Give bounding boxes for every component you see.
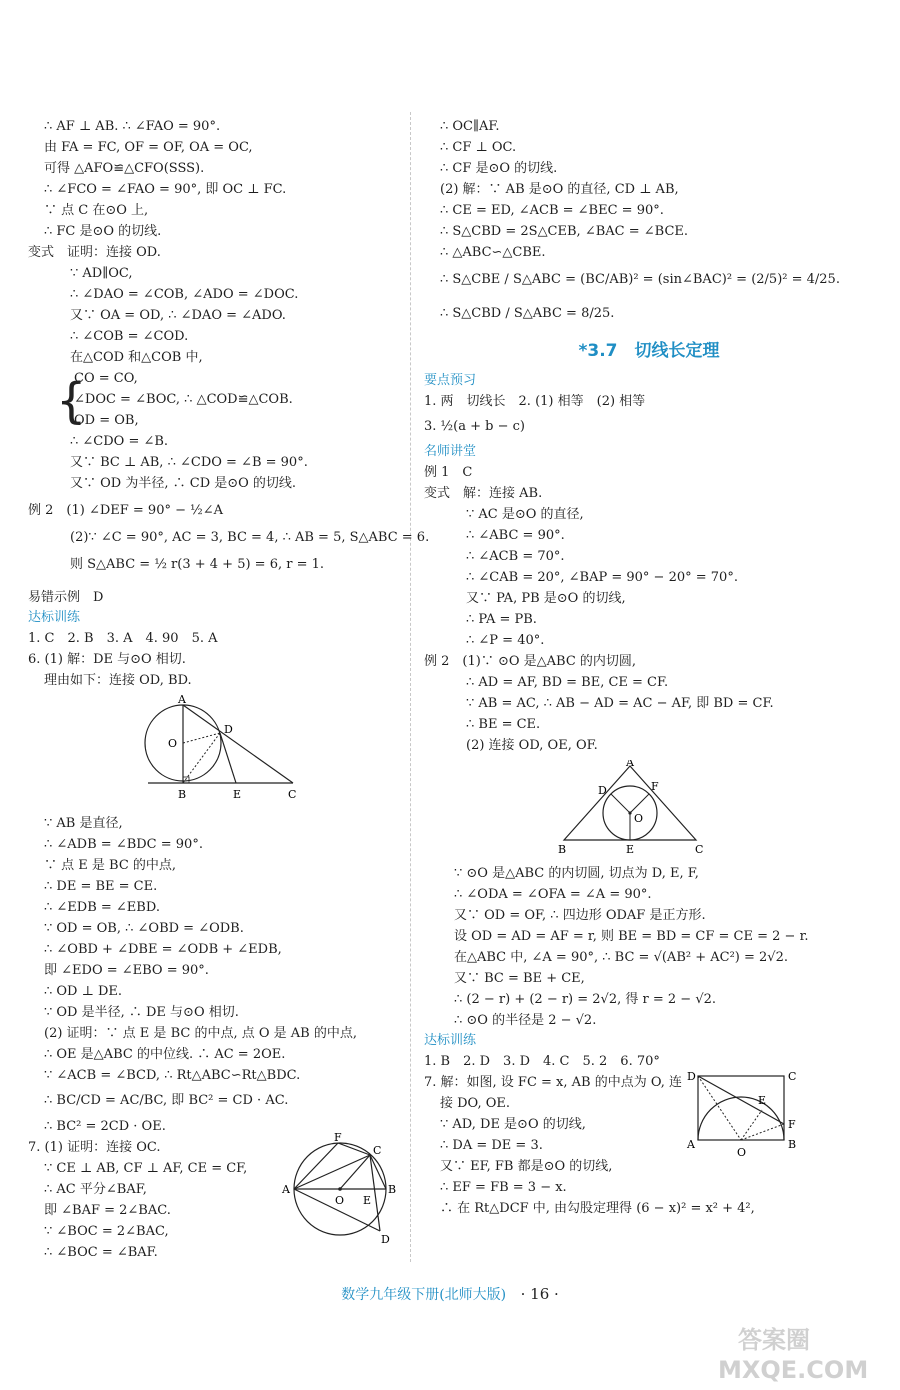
text-line: ∴ CE = ED, ∠ACB = ∠BEC = 90°. xyxy=(440,203,664,218)
text-line: ∴ AF ⊥ AB. ∴ ∠FAO = 90°. xyxy=(44,119,221,134)
text-line: ∴ ∠CAB = 20°, ∠BAP = 90° − 20° = 70°. xyxy=(466,570,738,585)
text-line: ∴ ∠ADB = ∠BDC = 90°. xyxy=(44,837,203,852)
label-a: A xyxy=(626,760,634,769)
text-line: 即 ∠BAF = 2∠BAC. xyxy=(44,1203,171,1218)
text-line: ∴ DA = DE = 3. xyxy=(440,1138,543,1153)
text-line: (2) 解：∵ AB 是⊙O 的直径, CD ⊥ AB, xyxy=(440,182,679,197)
figure-q7-svg xyxy=(280,1127,405,1252)
figure-q6 xyxy=(28,695,400,809)
text-line: ∴ EF = FB = 3 − x. xyxy=(440,1180,567,1195)
label-a: A xyxy=(282,1183,290,1196)
text-line: ∴ 在 Rt△DCF 中, 由勾股定理得 (6 − x)² = x² + 4², xyxy=(440,1201,755,1216)
text-line: ∴ CF 是⊙O 的切线. xyxy=(440,161,558,176)
label-b: B xyxy=(558,843,567,855)
right-column xyxy=(424,116,874,1219)
text-line: 可得 △AFO≌△CFO(SSS). xyxy=(44,161,205,176)
page-number: · 16 · xyxy=(520,1285,559,1303)
ratio-line-1: ∴ S△CBE / S△ABC = (BC/AB)² = (sin∠BAC)² = (2/5)² = 4/25. xyxy=(440,272,840,287)
text-line: ∴ ∠FCO = ∠FAO = 90°, 即 OC ⊥ FC. xyxy=(44,182,287,197)
text-line: ∠DOC = ∠BOC, ∴ △COD≌△COB. xyxy=(74,392,293,407)
preview-answer-2: 3. ½(a + b − c) xyxy=(424,419,525,434)
text-line: ∴ BE = CE. xyxy=(466,717,541,732)
text-line: CO = CO, xyxy=(74,371,138,386)
figure-q6-svg xyxy=(138,695,328,805)
ratio-line-2: ∴ S△CBD / S△ABC = 8/25. xyxy=(440,306,615,321)
text-line: 接 DO, OE. xyxy=(440,1096,510,1111)
text-line: ∴ ∠ODA = ∠OFA = ∠A = 90°. xyxy=(454,887,652,902)
label-f: F xyxy=(334,1131,342,1144)
text-line: 在△COD 和△COB 中, xyxy=(70,350,203,365)
text-line: ∴ ∠ACB = 70°. xyxy=(466,549,565,564)
error-example: 易错示例 D xyxy=(28,590,104,605)
text-line: ∴ PA = PB. xyxy=(466,612,537,627)
text-line: ∵ ∠BOC = 2∠BAC, xyxy=(44,1224,169,1239)
text-line: 7. (1) 证明：连接 OC. xyxy=(28,1140,161,1155)
congruence-brace xyxy=(28,368,400,431)
text-line: 又∵ OA = OD, ∴ ∠DAO = ∠ADO. xyxy=(70,308,286,323)
text-line: ∴ OC∥AF. xyxy=(440,119,500,134)
text-line: ∵ 点 C 在⊙O 上, xyxy=(44,203,149,218)
watermark-bottom: MXQE.COM xyxy=(718,1356,869,1384)
text-line: ∵ 点 E 是 BC 的中点, xyxy=(44,858,177,873)
label-e: E xyxy=(758,1094,767,1107)
text-line: (2) 证明：∵ 点 E 是 BC 的中点, 点 O 是 AB 的中点, xyxy=(44,1026,357,1041)
watermark-top: 答案圈 xyxy=(738,1326,810,1354)
text-line: ∴ ∠CDO = ∠B. xyxy=(70,434,169,449)
text-line: ∵ AB = AC, ∴ AB − AD = AC − AF, 即 BD = CF. xyxy=(466,696,774,711)
book-title: 数学九年级下册(北师大版) xyxy=(341,1287,507,1303)
text-line: ∴ S△CBD = 2S△CEB, ∠BAC = ∠BCE. xyxy=(440,224,689,239)
text-line: 又∵ BC = BE + CE, xyxy=(454,971,585,986)
text-line: ∴ ∠OBD + ∠DBE = ∠ODB + ∠EDB, xyxy=(44,942,282,957)
section-title-practice: 达标训练 xyxy=(28,610,81,625)
brace-symbol: { xyxy=(56,373,87,429)
text-line: 在△ABC 中, ∠A = 90°, ∴ BC = √(AB² + AC²) = 2√2. xyxy=(454,950,788,965)
column-divider xyxy=(410,112,411,1262)
figure-rectangle-svg xyxy=(686,1068,806,1160)
question-7-block xyxy=(424,1072,874,1219)
label-d: D xyxy=(381,1233,390,1246)
variant-heading: 变式 解：连接 AB. xyxy=(424,486,543,501)
left-block-a xyxy=(28,116,400,242)
label-f: F xyxy=(651,780,659,793)
example-2-heading: 例 2 (1)∵ ⊙O 是△ABC 的内切圆, xyxy=(424,654,637,669)
label-d: D xyxy=(687,1070,696,1083)
answers-line: 1. C 2. B 3. A 4. 90 5. A xyxy=(28,631,218,646)
label-d: D xyxy=(598,784,607,797)
text-line: 又∵ OD = OF, ∴ 四边形 ODAF 是正方形. xyxy=(454,908,706,923)
variant-heading: 变式 证明：连接 OD. xyxy=(28,245,161,260)
text-line: ∴ ∠BOC = ∠BAF. xyxy=(44,1245,158,1260)
text-line: ∴ ⊙O 的半径是 2 − √2. xyxy=(454,1013,597,1028)
figure-incircle-svg xyxy=(554,760,714,855)
label-a: A xyxy=(687,1138,695,1151)
text-line: ∵ AD, DE 是⊙O 的切线, xyxy=(440,1117,586,1132)
page-footer xyxy=(0,1284,900,1304)
example-2-part-1: 例 2 (1) ∠DEF = 90° − ½∠A xyxy=(28,503,224,518)
label-o: O xyxy=(737,1146,747,1159)
label-o: O xyxy=(168,737,178,750)
text-line: ∴ ∠EDB = ∠EBD. xyxy=(44,900,160,915)
text-line: ∵ AC 是⊙O 的直径, xyxy=(466,507,584,522)
text-line: ∴ AC 平分∠BAF, xyxy=(44,1182,147,1197)
right-block-d xyxy=(424,863,874,1031)
text-line: ∴ (2 − r) + (2 − r) = 2√2, 得 r = 2 − √2. xyxy=(454,992,716,1007)
label-b: B xyxy=(388,1183,397,1196)
label-o: O xyxy=(634,812,644,825)
question-6-heading: 6. (1) 解：DE 与⊙O 相切. xyxy=(28,652,186,667)
right-block-b xyxy=(424,504,874,651)
label-c: C xyxy=(373,1144,382,1157)
text-line: ∴ ∠COB = ∠COD. xyxy=(70,329,189,344)
figure-incircle xyxy=(424,760,874,859)
text-line: ∴ BC² = 2CD · OE. xyxy=(44,1119,166,1134)
right-block-c xyxy=(424,672,874,756)
section-title-lecture: 名师讲堂 xyxy=(424,444,477,459)
text-line: 又∵ OD 为半径, ∴ CD 是⊙O 的切线. xyxy=(70,476,297,491)
label-a: A xyxy=(178,695,186,706)
text-line: 设 OD = AD = AF = r, 则 BE = BD = CF = CE = 2 − r. xyxy=(454,929,809,944)
text-line: ∴ △ABC∽△CBE. xyxy=(440,245,546,260)
label-o: O xyxy=(335,1194,345,1207)
left-block-d xyxy=(28,813,400,1137)
preview-answer-1: 1. 两 切线长 2. (1) 相等 (2) 相等 xyxy=(424,394,646,409)
question-6-reason: 理由如下：连接 OD, BD. xyxy=(44,673,192,688)
label-e: E xyxy=(233,788,242,801)
text-line: 又∵ BC ⊥ AB, ∴ ∠CDO = ∠B = 90°. xyxy=(70,455,308,470)
section-title-preview: 要点预习 xyxy=(424,373,477,388)
section-title-practice: 达标训练 xyxy=(424,1033,477,1048)
text-line: ∴ AD = AF, BD = BE, CE = CF. xyxy=(466,675,669,690)
left-column xyxy=(28,116,430,1263)
watermark-logo xyxy=(708,1320,888,1384)
label-b: B xyxy=(178,788,187,801)
text-line: (2) 连接 OD, OE, OF. xyxy=(466,738,598,753)
text-line: ∵ ⊙O 是△ABC 的内切圆, 切点为 D, E, F, xyxy=(454,866,699,881)
text-line: ∴ CF ⊥ OC. xyxy=(440,140,517,155)
text-line: ∴ OD ⊥ DE. xyxy=(44,984,123,999)
text-line: 由 FA = FC, OF = OF, OA = OC, xyxy=(44,140,253,155)
left-block-c xyxy=(28,431,400,494)
text-line: ∴ DE = BE = CE. xyxy=(44,879,158,894)
right-block-a xyxy=(424,116,874,331)
text-line: ∴ FC 是⊙O 的切线. xyxy=(44,224,162,239)
text-line: ∴ ∠DAO = ∠COB, ∠ADO = ∠DOC. xyxy=(70,287,299,302)
text-line: ∴ OE 是△ABC 的中位线. ∴ AC = 2OE. xyxy=(44,1047,286,1062)
chapter-title: *3.7 切线长定理 xyxy=(578,341,720,361)
example-2-part-3: 则 S△ABC = ½ r(3 + 4 + 5) = 6, r = 1. xyxy=(70,557,325,572)
text-line: ∴ BC/CD = AC/BC, 即 BC² = CD · AC. xyxy=(44,1093,289,1108)
text-line: ∵ AD∥OC, xyxy=(70,266,133,281)
text-line: ∵ OD = OB, ∴ ∠OBD = ∠ODB. xyxy=(44,921,244,936)
text-line: 又∵ EF, FB 都是⊙O 的切线, xyxy=(440,1159,613,1174)
label-d: D xyxy=(224,723,233,736)
text-line: 7. 解：如图, 设 FC = x, AB 的中点为 O, 连 xyxy=(424,1075,683,1090)
example-2-part-2: (2)∵ ∠C = 90°, AC = 3, BC = 4, ∴ AB = 5, S△ABC = 6. xyxy=(70,530,430,545)
text-line: ∴ ∠P = 40°. xyxy=(466,633,545,648)
left-block-b xyxy=(28,263,400,368)
text-line: ∵ CE ⊥ AB, CF ⊥ AF, CE = CF, xyxy=(44,1161,248,1176)
text-line: 又∵ PA, PB 是⊙O 的切线, xyxy=(466,591,626,606)
label-c: C xyxy=(288,788,297,801)
text-line: OD = OB, xyxy=(74,413,139,428)
text-line: ∴ ∠ABC = 90°. xyxy=(466,528,565,543)
label-c: C xyxy=(695,843,704,855)
text-line: 即 ∠EDO = ∠EBO = 90°. xyxy=(44,963,209,978)
text-line: ∵ OD 是半径, ∴ DE 与⊙O 相切. xyxy=(44,1005,239,1020)
answers-line: 1. B 2. D 3. D 4. C 5. 2 6. 70° xyxy=(424,1054,660,1069)
text-line: ∵ AB 是直径, xyxy=(44,816,123,831)
label-b: B xyxy=(788,1138,797,1151)
question-7-block xyxy=(28,1131,400,1263)
label-f: F xyxy=(788,1118,796,1131)
label-e: E xyxy=(363,1194,372,1207)
label-e: E xyxy=(626,843,635,855)
text-line: ∵ ∠ACB = ∠BCD, ∴ Rt△ABC∽Rt△BDC. xyxy=(44,1068,301,1083)
label-c: C xyxy=(788,1070,797,1083)
example-1: 例 1 C xyxy=(424,465,473,480)
